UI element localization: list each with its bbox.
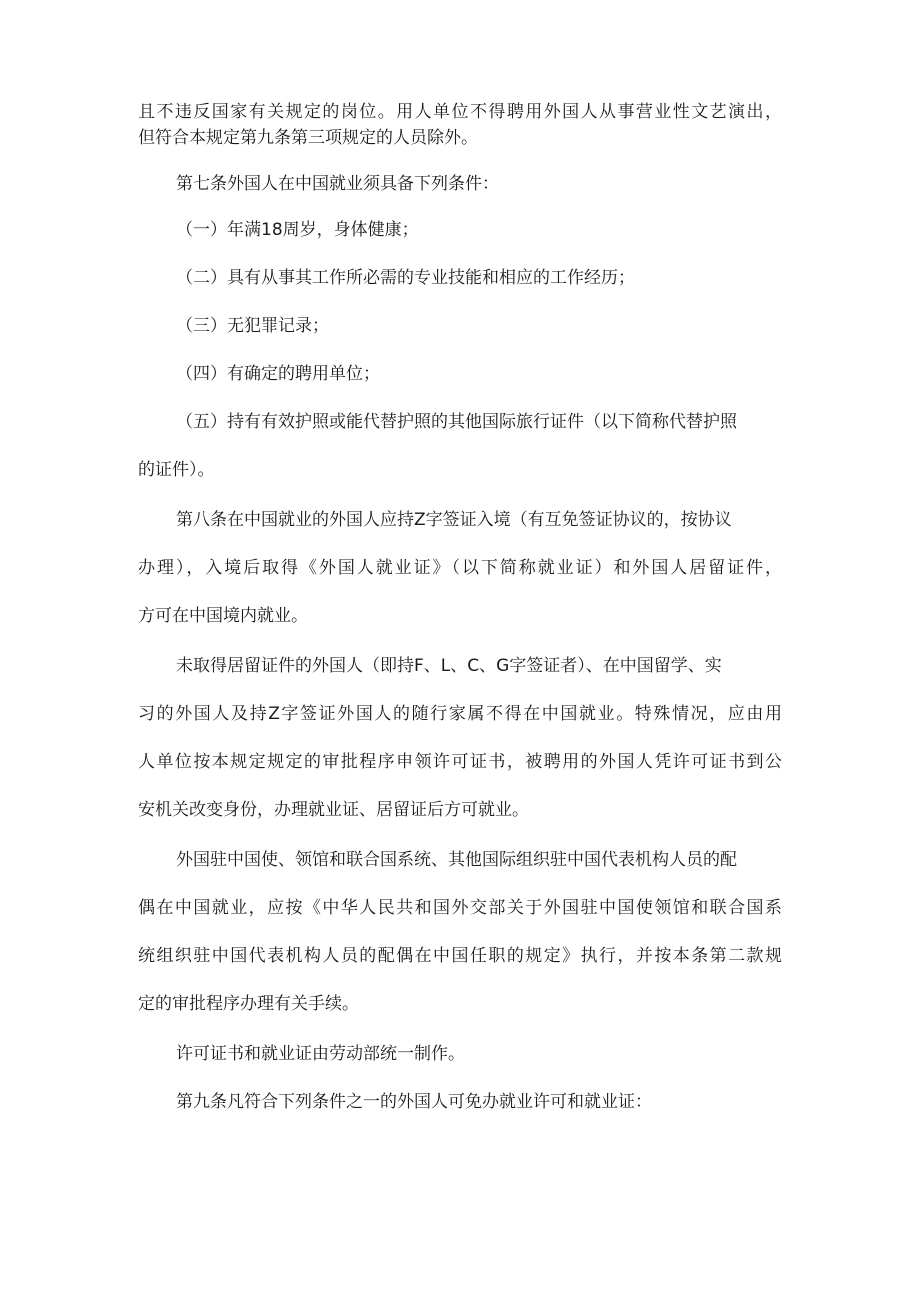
article-8-para-4: 许可证书和就业证由劳动部统一制作。 (176, 1044, 465, 1064)
article-8-para-2-line-4: 安机关改变身份，办理就业证、居留证后方可就业。 (138, 800, 529, 820)
article-7-heading: 第七条外国人在中国就业须具备下列条件： (176, 174, 499, 194)
article-8-para-3-line-2: 偶在中国就业，应按《中华人民共和国外交部关于外国驻中国使领馆和联合国系 (138, 898, 782, 918)
article-7-item-1: （一）年满18周岁，身体健康； (176, 220, 419, 240)
text-line-2: 但符合本规定第九条第三项规定的人员除外。 (138, 128, 478, 148)
article-8-para-1-line-1: 第八条在中国就业的外国人应持Z字签证入境（有互免签证协议的，按协议 (176, 510, 732, 530)
text-line-1: 且不违反国家有关规定的岗位。用人单位不得聘用外国人从事营业性文艺演出， (138, 102, 782, 122)
article-7-item-4: （四）有确定的聘用单位； (176, 364, 380, 384)
article-8-para-1-line-3: 方可在中国境内就业。 (138, 606, 308, 626)
article-8-para-1-line-2: 办理），入境后取得《外国人就业证》（以下简称就业证）和外国人居留证件， (138, 558, 782, 578)
article-7-item-5: （五）持有有效护照或能代替护照的其他国际旅行证件（以下简称代替护照 (176, 412, 737, 432)
article-7-item-5-cont: 的证件）。 (138, 460, 215, 480)
article-7-item-3: （三）无犯罪记录； (176, 316, 329, 336)
article-7-item-2: （二）具有从事其工作所必需的专业技能和相应的工作经历； (176, 268, 635, 288)
article-8-para-3-line-1: 外国驻中国使、领馆和联合国系统、其他国际组织驻中国代表机构人员的配 (176, 850, 737, 870)
article-8-para-2-line-1: 未取得居留证件的外国人（即持F、L、C、G字签证者）、在中国留学、实 (176, 656, 722, 676)
article-9-heading: 第九条凡符合下列条件之一的外国人可免办就业许可和就业证： (176, 1092, 652, 1112)
article-8-para-3-line-4: 定的审批程序办理有关手续。 (138, 994, 359, 1014)
article-8-para-3-line-3: 统组织驻中国代表机构人员的配偶在中国任职的规定》执行，并按本条第二款规 (138, 946, 782, 966)
article-8-para-2-line-3: 人单位按本规定规定的审批程序申领许可证书，被聘用的外国人凭许可证书到公 (138, 752, 782, 772)
article-8-para-2-line-2: 习的外国人及持Z字签证外国人的随行家属不得在中国就业。特殊情况，应由用 (138, 704, 782, 724)
